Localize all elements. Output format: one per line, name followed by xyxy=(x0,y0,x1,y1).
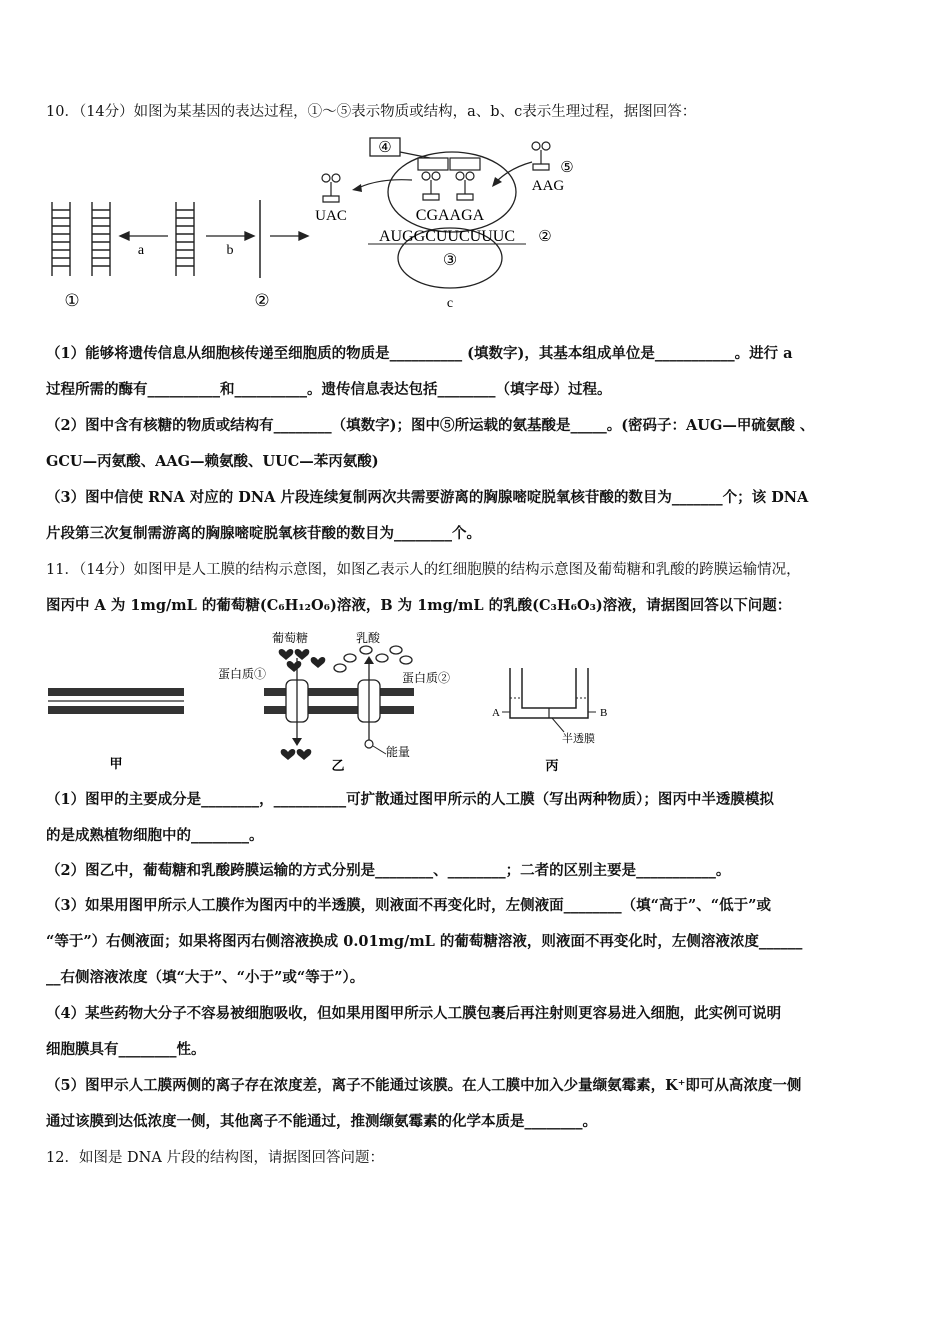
u-tube xyxy=(510,668,588,718)
label-energy: 能量 xyxy=(386,745,411,759)
q11-p4-line1: （4）某些药物大分子不容易被细胞吸收，但如果用图甲所示人工膜包裹后再注射则更容易进入细胞，此实例可说明 xyxy=(46,1005,782,1022)
label-lactic: 乳酸 xyxy=(356,631,381,645)
q11-p3-line3: __右侧溶液浓度（填“大于”、“小于”或“等于”）。 xyxy=(46,969,365,986)
q11-p1-line1: （1）图甲的主要成分是________，__________可扩散通过图甲所示的人工膜（写出两种物质）；图丙中半透膜模拟 xyxy=(46,791,774,808)
label-4: ④ xyxy=(378,140,392,156)
q12-header: 12．如图是 DNA 片段的结构图，请据图回答问题： xyxy=(46,1150,384,1166)
q11-figure xyxy=(40,628,640,773)
artificial-membrane xyxy=(48,688,184,714)
label-b: b xyxy=(226,243,234,258)
q11-p4-line2: 细胞膜具有________性。 xyxy=(46,1041,206,1058)
q11-p3-line2: “等于”）右侧液面；如果将图丙右侧溶液换成 0.01mg/mL 的葡萄糖溶液，则液面不再变化时，左侧溶液浓度______ xyxy=(46,933,803,950)
q11-p2-line1: （2）图乙中，葡萄糖和乳酸跨膜运输的方式分别是________、________；二者的区别主要是___________。 xyxy=(46,862,731,879)
q10-p1-line1: （1）能够将遗传信息从细胞核传递至细胞质的物质是__________ (填数字)，其基本组成单位是___________。进行 a xyxy=(46,345,793,362)
label-c: c xyxy=(446,296,454,311)
label-3: ③ xyxy=(442,252,458,269)
q10-p1-line2: 过程所需的酶有__________和__________。遗传信息表达包括________（填字母）过程。 xyxy=(46,381,612,398)
q11-header-line1: 11．（14分）如图甲是人工膜的结构示意图，如图乙表示人的红细胞膜的结构示意图及葡萄糖和乳酸的跨膜运输情况， xyxy=(46,562,801,578)
anticodon-right: AAG xyxy=(531,178,565,194)
label-A: A xyxy=(492,707,500,719)
ribosome-anticodons: CGAAGA xyxy=(415,207,485,224)
label-5: ⑤ xyxy=(560,160,574,176)
q10-p3-line1: （3）图中信使 RNA 对应的 DNA 片段连续复制两次共需要游离的胸腺嘧啶脱氧核苷酸的数目为_______个；该 DNA xyxy=(46,489,809,506)
dna-ladder-1 xyxy=(52,202,110,276)
mrna-sequence: AUGGCUUCUUUC xyxy=(378,228,516,245)
dna-ladder-2 xyxy=(176,202,194,276)
label-2: ② xyxy=(254,291,270,310)
label-B: B xyxy=(600,707,608,719)
q10-figure xyxy=(40,130,600,315)
q11-p5-line1: （5）图甲示人工膜两侧的离子存在浓度差，离子不能通过该膜。在人工膜中加入少量缬氨霉素，K⁺即可从高浓度一侧 xyxy=(46,1077,802,1094)
label-membrane: 半透膜 xyxy=(562,733,595,745)
lactic-acid-molecules xyxy=(334,646,412,672)
q10-p3-line2: 片段第三次复制需游离的胸腺嘧啶脱氧核苷酸的数目为________个。 xyxy=(46,525,481,542)
anticodon-left: UAC xyxy=(315,208,347,224)
q11-header-line2: 图丙中 A 为 1mg/mL 的葡萄糖(C₆H₁₂O₆)溶液，B 为 1mg/mL 的乳酸(C₃H₆O₃)溶液，请据图回答以下问题： xyxy=(46,597,792,614)
q11-p5-line2: 通过该膜到达低浓度一侧，其他离子不能通过，推测缬氨霉素的化学本质是________。 xyxy=(46,1113,597,1130)
label-protein2: 蛋白质② xyxy=(402,671,451,685)
q10-p2-line2: GCU—丙氨酸、AAG—赖氨酸、UUC—苯丙氨酸) xyxy=(46,453,379,470)
label-1: ① xyxy=(64,291,80,310)
label-a: a xyxy=(137,243,145,258)
q11-p1-line2: 的是成熟植物细胞中的________。 xyxy=(46,827,264,844)
q10-header: 10．（14分）如图为某基因的表达过程，①～⑤表示物质或结构，a、b、c表示生理过程，据图回答： xyxy=(46,104,697,120)
label-jia: 甲 xyxy=(109,756,123,771)
q11-p3-line1: （3）如果用图甲所示人工膜作为图丙中的半透膜，则液面不再变化时，左侧液面________（填“高于”、“低于”或 xyxy=(46,897,771,914)
label-yi: 乙 xyxy=(331,758,345,773)
label-bing: 丙 xyxy=(545,758,559,773)
label-glucose: 葡萄糖 xyxy=(272,631,309,645)
label-protein1: 蛋白质① xyxy=(218,667,267,681)
label-2-right: ② xyxy=(538,229,552,245)
q10-p2-line1: （2）图中含有核糖的物质或结构有________（填数字)；图中⑤所运载的氨基酸是_____。(密码子：AUG—甲硫氨酸 、 xyxy=(46,417,815,434)
